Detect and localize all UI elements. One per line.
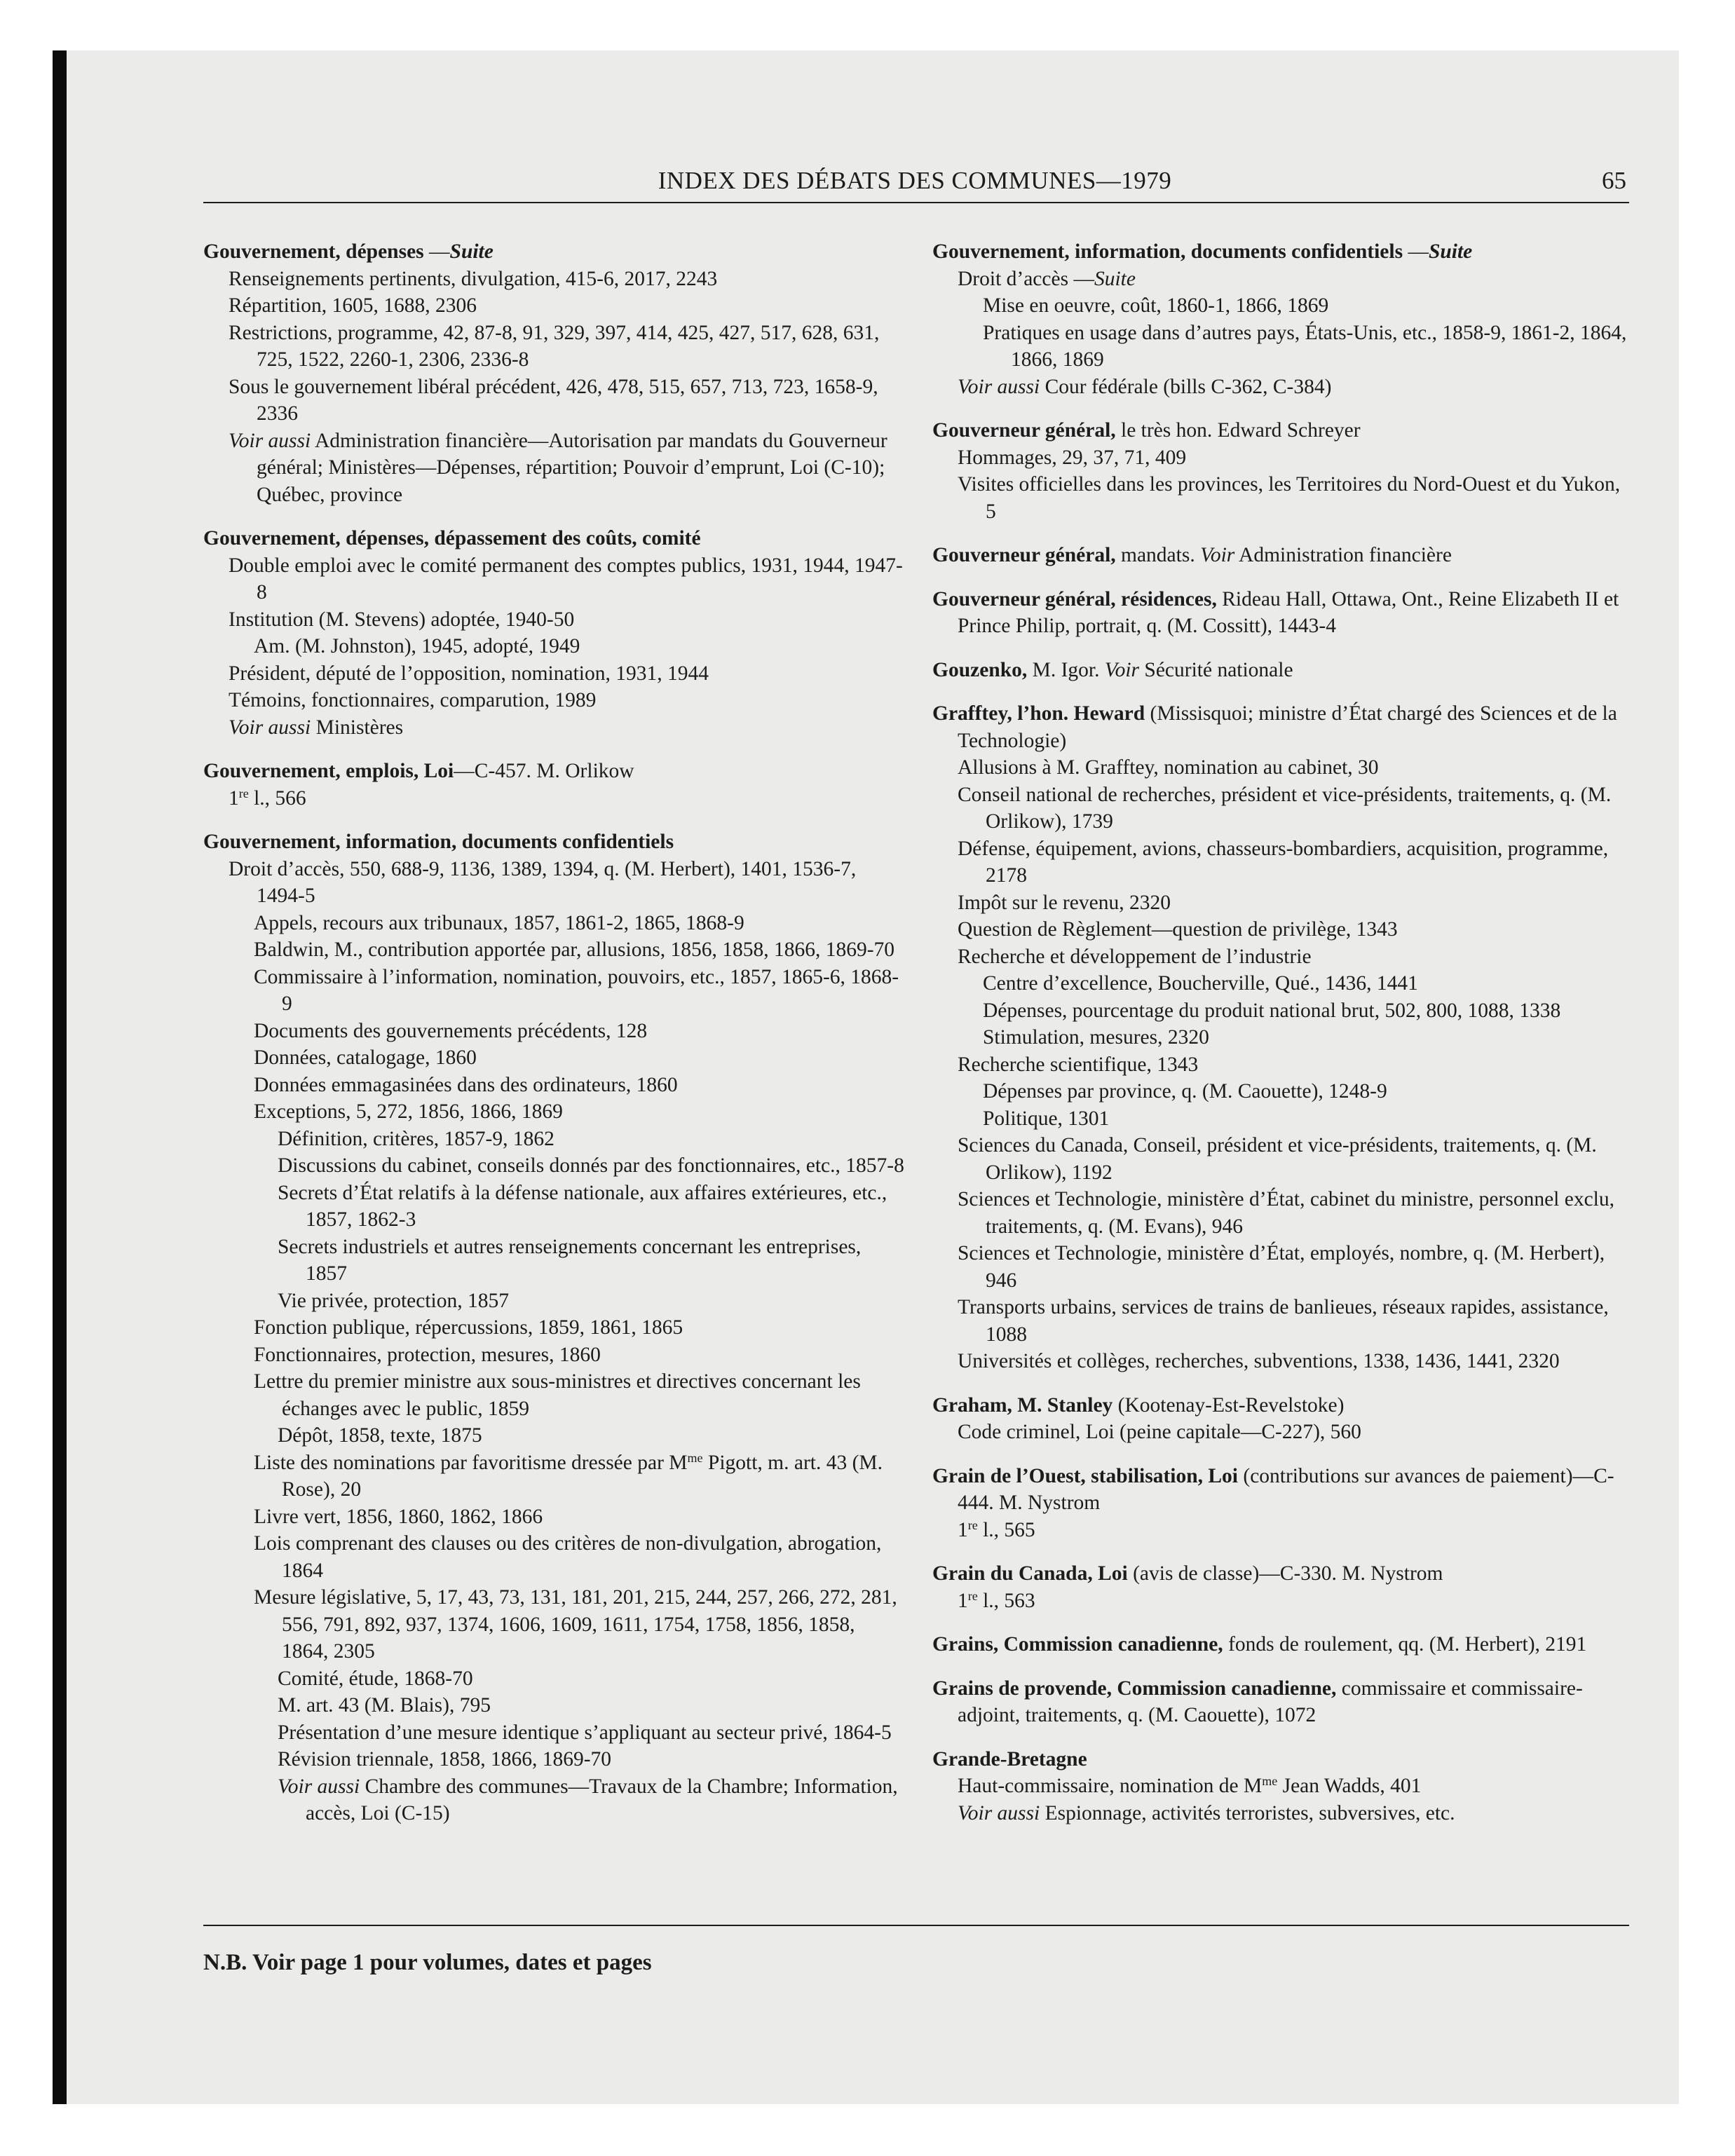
text-run: me: [1262, 1774, 1278, 1788]
subentry-line: [932, 889, 1633, 917]
header-rule: [203, 202, 1629, 203]
text-run: Suite: [1094, 267, 1136, 290]
text-run: Lettre du premier ministre aux sous-ministres et directives concernant les échanges avec le public, 1859: [254, 1370, 861, 1420]
entry-heading-line: [932, 586, 1633, 640]
text-run: Dépenses, pourcentage du produit national brut, 502, 800, 1088, 1338: [983, 999, 1561, 1022]
text-run: Répartition, 1605, 1688, 2306: [229, 294, 477, 317]
subentry-line: [203, 1503, 904, 1531]
index-entry: [932, 417, 1633, 525]
binding-edge: [53, 50, 67, 2104]
text-run: Ministères: [311, 716, 404, 739]
subentry-line: [203, 714, 904, 742]
subentry-line: [932, 1186, 1633, 1240]
text-run: Allusions à M. Grafftey, nomination au cabinet, 30: [958, 756, 1379, 779]
text-run: Secrets d’État relatifs à la défense nationale, aux affaires extérieures, etc., 1857, 1862-3: [278, 1181, 887, 1231]
subentry-line: [203, 633, 904, 660]
running-title: INDEX DES DÉBATS DES COMMUNES—1979: [658, 167, 1172, 194]
index-entry: [932, 1746, 1633, 1827]
text-run: Gouvernement, information, documents confidentiels: [932, 240, 1403, 263]
subentry-line: [203, 1314, 904, 1342]
entry-heading-line: [203, 238, 904, 266]
subentry-line: [203, 1692, 904, 1719]
text-run: Voir aussi: [229, 716, 311, 739]
text-run: (Kootenay-Est-Revelstoke): [1113, 1393, 1345, 1417]
right-index-column: [932, 238, 1633, 1843]
text-run: Lois comprenant des clauses ou des critères de non-divulgation, abrogation, 1864: [254, 1532, 882, 1582]
text-run: Voir aussi: [278, 1775, 360, 1798]
entry-heading-line: [932, 238, 1633, 266]
subentry-line: [932, 471, 1633, 525]
text-run: Droit d’accès —: [958, 267, 1094, 290]
text-run: Institution (M. Stevens) adoptée, 1940-50: [229, 608, 575, 631]
footer-rule: [203, 1925, 1629, 1926]
text-run: Transports urbains, services de trains de banlieues, réseaux rapides, assistance, 1088: [958, 1296, 1609, 1346]
text-run: Recherche et développement de l’industrie: [958, 945, 1312, 968]
subentry-line: [203, 785, 904, 812]
text-run: 1: [229, 786, 239, 810]
page-number: 65: [1602, 167, 1626, 194]
subentry-line: [203, 936, 904, 964]
text-run: Mesure législative, 5, 17, 43, 73, 131, 181, 201, 215, 244, 257, 266, 272, 281, 556, 791, 892, 937, 1374, 1606, 1609, 1611, 1754, 1758, 1856, 1858, 1864, 2305: [254, 1586, 897, 1663]
text-run: re: [967, 1588, 978, 1603]
subentry-line: [203, 1018, 904, 1045]
text-run: fonds de roulement, qq. (M. Herbert), 2191: [1223, 1633, 1587, 1656]
text-run: Données emmagasinées dans des ordinateurs, 1860: [254, 1073, 678, 1096]
subentry-line: [932, 943, 1633, 971]
subentry-line: [203, 1234, 904, 1288]
subentry-line: [932, 916, 1633, 943]
text-run: Grains, Commission canadienne,: [932, 1633, 1223, 1656]
text-run: Livre vert, 1856, 1860, 1862, 1866: [254, 1505, 543, 1528]
subentry-line: [203, 606, 904, 634]
text-run: Voir aussi: [958, 1801, 1040, 1824]
entry-heading-line: [932, 1392, 1633, 1419]
text-run: commissaire et commissaire-adjoint, traitements, q. (M. Caouette), 1072: [958, 1677, 1583, 1726]
text-run: Baldwin, M., contribution apportée par, allusions, 1856, 1858, 1866, 1869-70: [254, 939, 895, 961]
subentry-line: [932, 1294, 1633, 1348]
subentry-line: [932, 1419, 1633, 1446]
subentry-line: [203, 1422, 904, 1449]
subentry-line: [203, 1584, 904, 1665]
text-run: l., 566: [248, 786, 306, 810]
subentry-line: [203, 552, 904, 606]
text-run: Mise en oeuvre, coût, 1860-1, 1866, 1869: [983, 294, 1329, 317]
text-run: me: [687, 1450, 703, 1465]
index-entry: [932, 238, 1633, 400]
entry-heading-line: [932, 417, 1633, 444]
text-run: Espionnage, activités terroristes, subversives, etc.: [1040, 1801, 1455, 1824]
entry-heading-line: [203, 828, 904, 856]
text-run: Présentation d’une mesure identique s’appliquant au secteur privé, 1864-5: [278, 1721, 892, 1744]
text-run: Administration financière—Autorisation par mandats du Gouverneur général; Ministères—Dépenses, répartition; Pouvoir d’emprunt, Loi (C-10); Québec, province: [257, 429, 887, 506]
text-run: (avis de classe)—C-330. M. Nystrom: [1127, 1562, 1443, 1585]
text-run: re: [238, 786, 249, 800]
subentry-line: [203, 1368, 904, 1422]
text-run: Liste des nominations par favoritisme dressée par M: [254, 1451, 688, 1474]
text-run: Impôt sur le revenu, 2320: [958, 891, 1171, 914]
subentry-line: [203, 292, 904, 320]
text-run: Gouvernement, information, documents confidentiels: [203, 831, 674, 853]
text-run: re: [967, 1517, 978, 1532]
text-run: Voir: [1200, 544, 1235, 566]
index-entry: [932, 542, 1633, 569]
text-run: Gouverneur général,: [932, 419, 1116, 442]
text-run: (contributions sur avances de paiement)—C-444. M. Nystrom: [958, 1464, 1614, 1514]
text-run: Définition, critères, 1857-9, 1862: [278, 1127, 554, 1150]
subentry-line: [203, 660, 904, 688]
subentry-line: [932, 1051, 1633, 1079]
footnote: N.B. Voir page 1 pour volumes, dates et pages: [203, 1950, 652, 1975]
subentry-line: [932, 1132, 1633, 1186]
entry-heading-line: [203, 525, 904, 552]
text-run: Centre d’excellence, Boucherville, Qué., 1436, 1441: [983, 972, 1418, 995]
text-run: Fonctionnaires, protection, mesures, 1860: [254, 1343, 601, 1366]
text-run: l., 563: [977, 1589, 1035, 1612]
subentry-line: [203, 428, 904, 509]
left-index-column: [203, 238, 904, 1844]
subentry-line: [203, 687, 904, 714]
subentry-line: [932, 997, 1633, 1025]
text-run: Président, député de l’opposition, nomination, 1931, 1944: [229, 662, 709, 685]
text-run: Voir aussi: [229, 429, 311, 452]
text-run: —: [1403, 240, 1429, 263]
subentry-line: [932, 1240, 1633, 1294]
text-run: Exceptions, 5, 272, 1856, 1866, 1869: [254, 1100, 563, 1123]
text-run: l., 565: [977, 1518, 1035, 1541]
subentry-line: [203, 1746, 904, 1773]
subentry-line: [203, 1288, 904, 1315]
subentry-line: [203, 964, 904, 1018]
text-run: —C-457. M. Orlikow: [454, 760, 634, 782]
subentry-line: [932, 1588, 1633, 1615]
text-run: Haut-commissaire, nomination de M: [958, 1775, 1263, 1797]
text-run: Grande-Bretagne: [932, 1747, 1087, 1770]
text-run: Dépôt, 1858, texte, 1875: [278, 1424, 482, 1447]
text-run: Appels, recours aux tribunaux, 1857, 1861-2, 1865, 1868-9: [254, 911, 744, 934]
text-run: Administration financière: [1234, 544, 1452, 566]
text-run: Cour fédérale (bills C-362, C-384): [1040, 375, 1332, 398]
text-run: Comité, étude, 1868-70: [278, 1667, 473, 1690]
text-run: Sous le gouvernement libéral précédent, 426, 478, 515, 657, 713, 723, 1658-9, 2336: [229, 375, 878, 425]
subentry-line: [203, 1449, 904, 1503]
text-run: Restrictions, programme, 42, 87-8, 91, 329, 397, 414, 425, 427, 517, 628, 631, 725, 1522, 2260-1, 2306, 2336-8: [229, 321, 880, 371]
subentry-line: [932, 444, 1633, 472]
text-run: Pratiques en usage dans d’autres pays, États-Unis, etc., 1858-9, 1861-2, 1864, 1866, 1869: [983, 321, 1627, 371]
text-run: Conseil national de recherches, président et vice-présidents, traitements, q. (M. Orlikow), 1739: [958, 783, 1612, 833]
entry-heading-line: [932, 1560, 1633, 1588]
text-run: Visites officielles dans les provinces, les Territoires du Nord-Ouest et du Yukon, 5: [958, 473, 1621, 523]
text-run: M. art. 43 (M. Blais), 795: [278, 1694, 491, 1717]
text-run: Grafftey, l’hon. Heward: [932, 702, 1145, 725]
text-run: —: [423, 240, 450, 263]
text-run: (Missisquoi; ministre d’État chargé des Sciences et de la Technologie): [958, 702, 1617, 752]
text-run: M. Igor.: [1027, 658, 1105, 681]
entry-heading-line: [932, 657, 1633, 684]
text-run: Grain de l’Ouest, stabilisation, Loi: [932, 1464, 1238, 1487]
text-run: 1: [958, 1518, 968, 1541]
subentry-line: [932, 320, 1633, 374]
index-entry: [932, 700, 1633, 1375]
text-run: Sciences et Technologie, ministère d’État, employés, nombre, q. (M. Herbert), 946: [958, 1242, 1605, 1292]
subentry-line: [932, 970, 1633, 997]
text-run: Suite: [1428, 240, 1473, 263]
subentry-line: [203, 1098, 904, 1126]
index-entry: [203, 758, 904, 812]
entry-heading-line: [932, 1675, 1633, 1729]
entry-heading-line: [932, 1463, 1633, 1517]
text-run: Code criminel, Loi (peine capitale—C-227), 560: [958, 1421, 1361, 1443]
text-run: Politique, 1301: [983, 1107, 1110, 1130]
text-run: Gouzenko,: [932, 658, 1028, 681]
text-run: Grains de provende, Commission canadienne,: [932, 1677, 1337, 1700]
text-run: Am. (M. Johnston), 1945, adopté, 1949: [254, 635, 580, 657]
subentry-line: [203, 1773, 904, 1827]
text-run: Stimulation, mesures, 2320: [983, 1026, 1209, 1049]
text-run: Gouvernement, emplois, Loi: [203, 760, 454, 782]
subentry-line: [203, 1180, 904, 1234]
entry-heading-line: [203, 758, 904, 785]
index-entry: [932, 1463, 1633, 1544]
subentry-line: [932, 292, 1633, 320]
text-run: Secrets industriels et autres renseignements concernant les entreprises, 1857: [278, 1235, 862, 1285]
text-run: Gouvernement, dépenses: [203, 240, 424, 263]
subentry-line: [932, 1517, 1633, 1544]
index-entry: [932, 1675, 1633, 1729]
subentry-line: [932, 1024, 1633, 1051]
subentry-line: [932, 1348, 1633, 1375]
text-run: Voir: [1104, 658, 1140, 681]
text-run: Graham, M. Stanley: [932, 1393, 1113, 1417]
entry-heading-line: [932, 700, 1633, 754]
subentry-line: [203, 1530, 904, 1584]
subentry-line: [932, 754, 1633, 782]
text-run: Voir aussi: [958, 375, 1040, 398]
subentry-line: [203, 1072, 904, 1099]
text-run: Universités et collèges, recherches, subventions, 1338, 1436, 1441, 2320: [958, 1350, 1560, 1372]
text-run: Pigott, m. art. 43 (M. Rose), 20: [282, 1451, 883, 1501]
text-run: Défense, équipement, avions, chasseurs-bombardiers, acquisition, programme, 2178: [958, 837, 1609, 887]
subentry-line: [203, 1342, 904, 1369]
subentry-line: [932, 1078, 1633, 1105]
text-run: Données, catalogage, 1860: [254, 1046, 477, 1069]
subentry-line: [932, 1800, 1633, 1827]
entry-heading-line: [932, 1631, 1633, 1658]
text-run: Recherche scientifique, 1343: [958, 1053, 1199, 1076]
text-run: Témoins, fonctionnaires, comparution, 1989: [229, 689, 597, 711]
subentry-line: [203, 1044, 904, 1072]
text-run: Révision triennale, 1858, 1866, 1869-70: [278, 1748, 612, 1770]
text-run: Rideau Hall, Ottawa, Ont., Reine Elizabeth II et Prince Philip, portrait, q. (M. Cossitt), 1443-4: [958, 587, 1619, 637]
text-run: Double emploi avec le comité permanent des comptes publics, 1931, 1944, 1947-8: [229, 554, 903, 603]
text-run: Grain du Canada, Loi: [932, 1562, 1128, 1585]
subentry-line: [932, 835, 1633, 889]
subentry-line: [932, 266, 1633, 293]
page-header: [203, 167, 1626, 202]
text-run: Question de Règlement—question de privilège, 1343: [958, 918, 1398, 941]
text-run: Fonction publique, répercussions, 1859, 1861, 1865: [254, 1316, 683, 1339]
text-run: Documents des gouvernements précédents, 128: [254, 1019, 648, 1042]
text-run: Gouverneur général, résidences,: [932, 587, 1217, 610]
text-run: Sciences et Technologie, ministère d’État, cabinet du ministre, personnel exclu, traitements, q. (M. Evans), 946: [958, 1188, 1614, 1238]
subentry-line: [203, 1152, 904, 1180]
text-run: Chambre des communes—Travaux de la Chambre; Information, accès, Loi (C-15): [306, 1775, 898, 1824]
index-entry: [203, 525, 904, 741]
subentry-line: [203, 1665, 904, 1693]
text-run: Gouverneur général,: [932, 544, 1116, 566]
text-run: Gouvernement, dépenses, dépassement des coûts, comité: [203, 527, 701, 550]
text-run: Commissaire à l’information, nomination, pouvoirs, etc., 1857, 1865-6, 1868-9: [254, 965, 899, 1015]
text-run: Dépenses par province, q. (M. Caouette), 1248-9: [983, 1080, 1387, 1103]
text-run: le très hon. Edward Schreyer: [1115, 419, 1361, 442]
text-run: mandats.: [1115, 544, 1201, 566]
subentry-line: [203, 856, 904, 910]
text-run: Suite: [449, 240, 494, 263]
text-run: Jean Wadds, 401: [1277, 1775, 1422, 1797]
text-run: Sciences du Canada, Conseil, président et vice-présidents, traitements, q. (M. Orlikow), 1192: [958, 1134, 1597, 1184]
text-run: Vie privée, protection, 1857: [278, 1289, 510, 1312]
subentry-line: [203, 266, 904, 293]
subentry-line: [932, 782, 1633, 835]
subentry-line: [932, 1773, 1633, 1800]
index-entry: [932, 1631, 1633, 1658]
entry-heading-line: [932, 1746, 1633, 1773]
text-run: Renseignements pertinents, divulgation, 415-6, 2017, 2243: [229, 267, 718, 290]
entry-heading-line: [932, 542, 1633, 569]
text-run: Discussions du cabinet, conseils donnés par des fonctionnaires, etc., 1857-8: [278, 1154, 904, 1177]
index-entry: [932, 1560, 1633, 1614]
text-run: Sécurité nationale: [1139, 658, 1293, 681]
subentry-line: [203, 910, 904, 937]
index-entry: [932, 657, 1633, 684]
subentry-line: [203, 1126, 904, 1153]
subentry-line: [932, 1105, 1633, 1133]
text-run: Droit d’accès, 550, 688-9, 1136, 1389, 1394, q. (M. Herbert), 1401, 1536-7, 1494-5: [229, 857, 857, 907]
index-entry: [203, 238, 904, 508]
subentry-line: [203, 1719, 904, 1747]
subentry-line: [932, 374, 1633, 401]
subentry-line: [203, 374, 904, 428]
index-entry: [203, 828, 904, 1827]
index-entry: [932, 1392, 1633, 1446]
text-run: 1: [958, 1589, 968, 1612]
text-run: Hommages, 29, 37, 71, 409: [958, 446, 1187, 469]
index-entry: [932, 586, 1633, 640]
subentry-line: [203, 320, 904, 374]
